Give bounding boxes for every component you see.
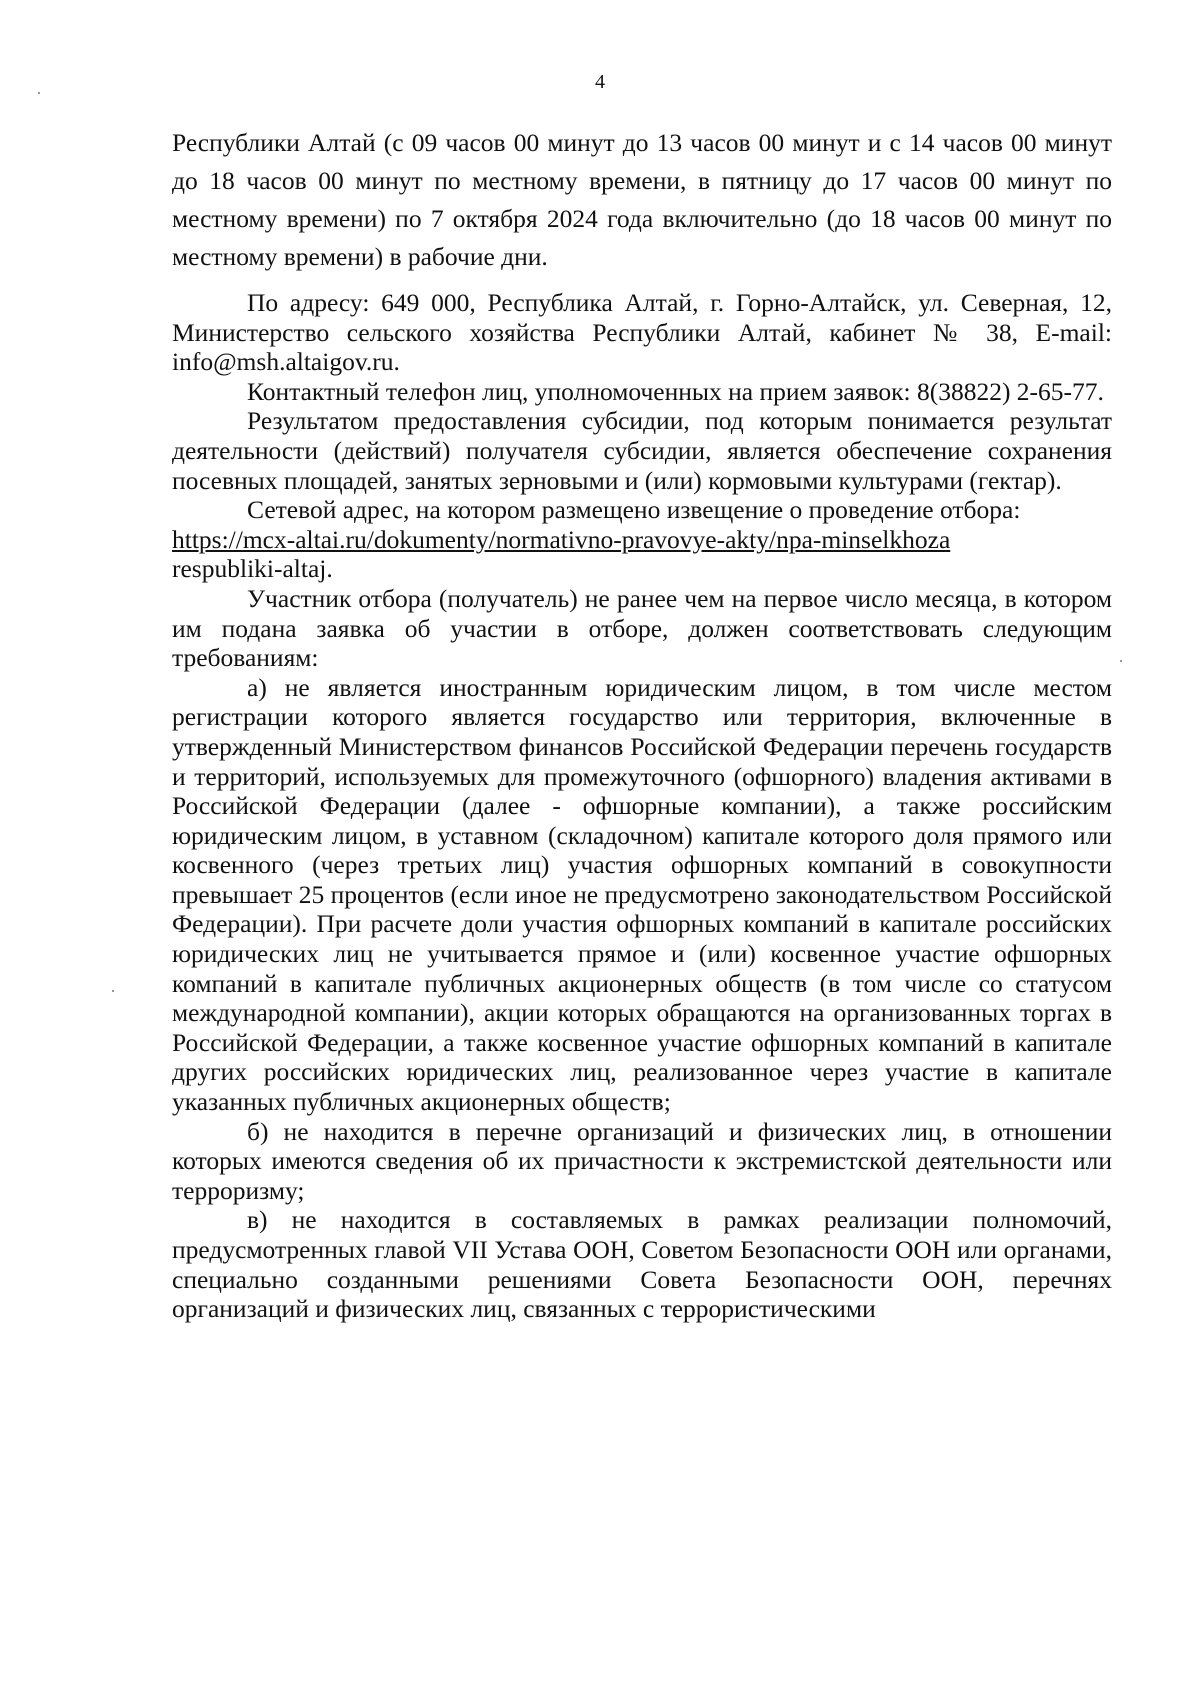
page-number: 4 [595,71,605,93]
requirement-a: а) не является иностранным юридическим лицом, в том числе местом регистрации которого является государство или территория, включенные в утвержденный Министерством финансов Российской Федерации перечень государств и территорий, используемых для промежуточного (офшорного) владения активами в Российской Федерации (далее - офшорные компании), а также российским юридическим лицом, в уставном (складочном) капитале которого доля прямого или косвенного (через третьих лиц) участия офшорных компаний в совокупности превышает 25 процентов (если иное не предусмотрено законодательством Российской Федерации). При расчете доли участия офшорных компаний в капитале российских юридических лиц не учитывается прямое и (или) косвенное участие офшорных компаний в капитале публичных акционерных обществ (в том числе со статусом международной компании), акции которых обращаются на организованных торгах в Российской Федерации, а также косвенное участие офшорных компаний в капитале других российских юридических лиц, реализованное через участие в капитале указанных публичных акционерных обществ; [172,672,1112,1117]
paragraph-participant-requirements: Участник отбора (получатель) не ранее чем на первое число месяца, в котором им подана заявка об участии в отборе, должен соответствовать следующим требованиям: [172,583,1112,673]
paragraph-schedule: Республики Алтай (с 09 часов 00 минут до 13 часов 00 минут и с 14 часов 00 минут до 18 часов 00 минут по местному времени, в пятницу до 17 часов 00 минут по местному времени) по 7 октября 2024 года включительно (до 18 часов 00 минут по местному времени) в рабочие дни. [172,128,1112,271]
scan-speck [112,990,114,992]
url-link[interactable] [172,525,1112,555]
paragraph-network-address: Сетевой адрес, на котором размещено извещение о проведение отбора: [247,495,1021,525]
paragraph-contact-phone: Контактный телефон лиц, уполномоченных на прием заявок: 8(38822) 2-65-77. [247,376,1104,406]
url-continuation: respubliki-altaj. [172,554,333,584]
paragraph-address: По адресу: 649 000, Республика Алтай, г. Горно-Алтайск, ул. Северная, 12, Министерство сельского хозяйства Республики Алтай, кабинет № 38, E-mail: info@msh.altaigov.ru. [172,288,1112,377]
paragraph-result: Результатом предоставления субсидии, под которым понимается результат деятельности (действий) получателя субсидии, является обеспечение сохранения посевных площадей, занятых зерновыми и (или) кормовыми культурами (гектар). [172,406,1112,495]
url-block [172,525,1112,584]
document-body [172,124,1112,1324]
scan-speck [1120,660,1122,662]
scan-speck [38,92,40,94]
requirement-b: б) не находится в перечне организаций и физических лиц, в отношении которых имеются сведения об их причастности к экстремистской деятельности или терроризму; [172,1116,1112,1205]
requirement-v: в) не находится в составляемых в рамках реализации полномочий, предусмотренных главой VII Устава ООН, Советом Безопасности ООН или органами, специально созданными решениями Совета Безопасности ООН, перечнях организаций и физических лиц, связанных с террористическими [172,1205,1112,1324]
url-link-text[interactable]: https://mcx-altai.ru/dokumenty/normativno-pravovye-akty/npa-minselkhoza [172,524,951,554]
